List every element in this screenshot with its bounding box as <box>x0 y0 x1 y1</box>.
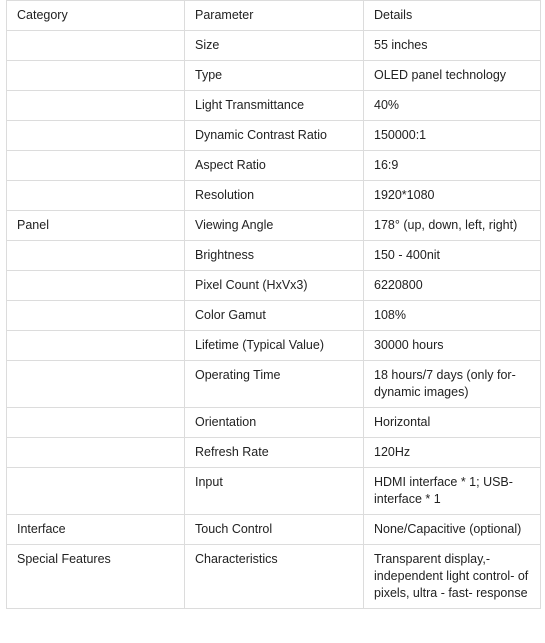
table-row <box>7 181 541 211</box>
cell-parameter: Resolution <box>185 181 364 211</box>
cell-details: Transparent display,- independent light control- of pixels, ultra - fast- response <box>364 545 541 609</box>
cell-parameter: Input <box>185 468 364 515</box>
cell-details: 178° (up, down, left, right) <box>364 211 541 241</box>
table-row <box>7 331 541 361</box>
cell-details: 150000:1 <box>364 121 541 151</box>
cell-parameter: Pixel Count (HxVx3) <box>185 271 364 301</box>
table-row <box>7 271 541 301</box>
table-row <box>7 515 541 545</box>
header-category: Category <box>7 1 185 31</box>
cell-category <box>7 91 185 121</box>
cell-category <box>7 151 185 181</box>
cell-category <box>7 271 185 301</box>
cell-category <box>7 438 185 468</box>
cell-details: 108% <box>364 301 541 331</box>
cell-category <box>7 408 185 438</box>
table-row <box>7 121 541 151</box>
cell-parameter: Brightness <box>185 241 364 271</box>
cell-parameter: Lifetime (Typical Value) <box>185 331 364 361</box>
header-details: Details <box>364 1 541 31</box>
table-row <box>7 301 541 331</box>
cell-details: 30000 hours <box>364 331 541 361</box>
cell-category <box>7 331 185 361</box>
cell-parameter: Operating Time <box>185 361 364 408</box>
table-row <box>7 438 541 468</box>
table-row <box>7 545 541 609</box>
cell-details: 1920*1080 <box>364 181 541 211</box>
cell-category <box>7 121 185 151</box>
cell-category <box>7 181 185 211</box>
cell-details: 18 hours/7 days (only for- dynamic images) <box>364 361 541 408</box>
cell-category <box>7 361 185 408</box>
cell-parameter: Orientation <box>185 408 364 438</box>
cell-parameter: Light Transmittance <box>185 91 364 121</box>
table-row <box>7 361 541 408</box>
table-row <box>7 91 541 121</box>
cell-category <box>7 241 185 271</box>
cell-parameter: Color Gamut <box>185 301 364 331</box>
cell-category: Special Features <box>7 545 185 609</box>
cell-parameter: Viewing Angle <box>185 211 364 241</box>
table-row <box>7 151 541 181</box>
table-row <box>7 408 541 438</box>
table-row <box>7 31 541 61</box>
cell-category <box>7 301 185 331</box>
table-header-row <box>7 1 541 31</box>
cell-category: Interface <box>7 515 185 545</box>
cell-details: 6220800 <box>364 271 541 301</box>
header-parameter: Parameter <box>185 1 364 31</box>
cell-category <box>7 468 185 515</box>
table-row <box>7 211 541 241</box>
cell-details: 120Hz <box>364 438 541 468</box>
cell-parameter: Type <box>185 61 364 91</box>
cell-category: Panel <box>7 211 185 241</box>
cell-parameter: Touch Control <box>185 515 364 545</box>
cell-parameter: Dynamic Contrast Ratio <box>185 121 364 151</box>
cell-details: 40% <box>364 91 541 121</box>
cell-category <box>7 31 185 61</box>
cell-details: Horizontal <box>364 408 541 438</box>
cell-details: HDMI interface * 1; USB- interface * 1 <box>364 468 541 515</box>
cell-details: 150 - 400nit <box>364 241 541 271</box>
cell-category <box>7 61 185 91</box>
table-row <box>7 61 541 91</box>
cell-details: 16:9 <box>364 151 541 181</box>
cell-parameter: Aspect Ratio <box>185 151 364 181</box>
cell-details: 55 inches <box>364 31 541 61</box>
cell-parameter: Size <box>185 31 364 61</box>
cell-details: None/Capacitive (optional) <box>364 515 541 545</box>
spec-table <box>6 0 541 609</box>
cell-details: OLED panel technology <box>364 61 541 91</box>
table-row <box>7 468 541 515</box>
cell-parameter: Refresh Rate <box>185 438 364 468</box>
cell-parameter: Characteristics <box>185 545 364 609</box>
table-row <box>7 241 541 271</box>
